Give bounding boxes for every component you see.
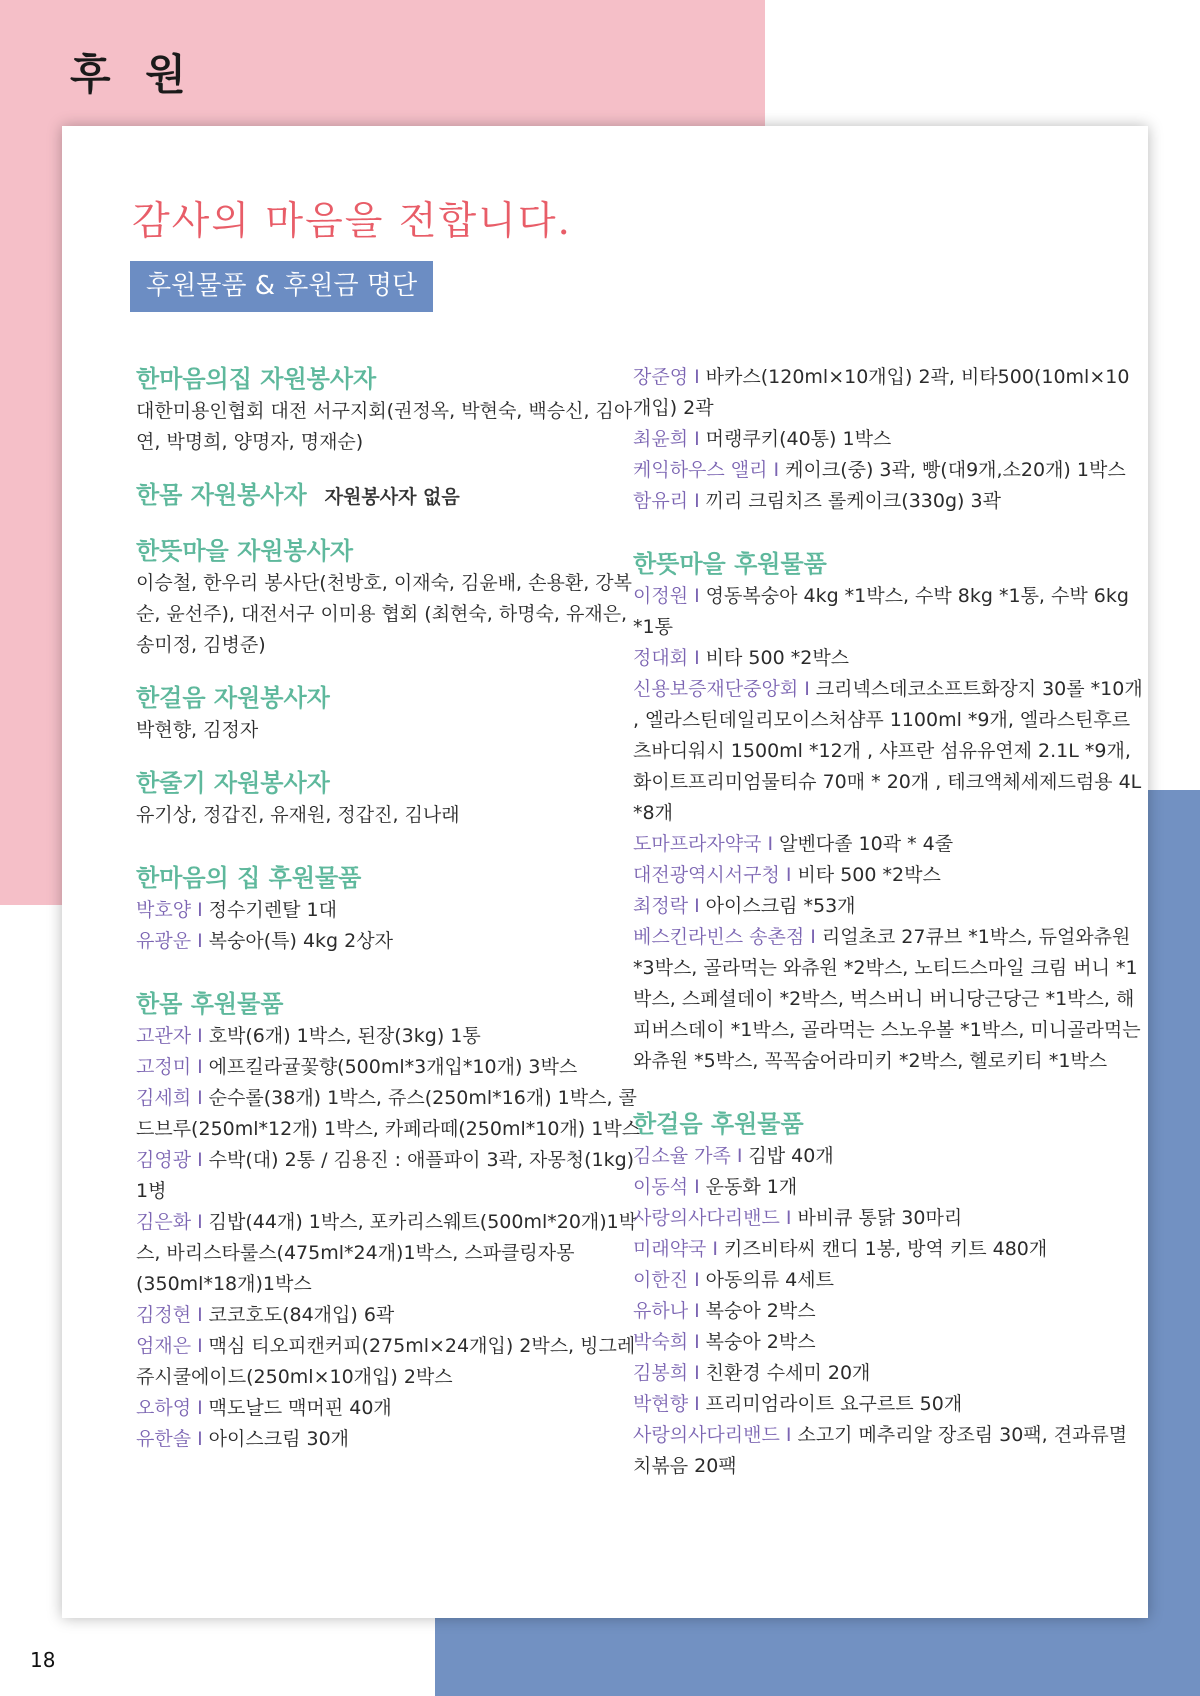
donation-entry [633, 829, 1143, 860]
donation-item: 정수기렌탈 1대 [208, 899, 337, 921]
separator: I [694, 585, 700, 607]
donor-name: 장준영 [633, 366, 689, 388]
donation-item: 아이스크림 30개 [208, 1428, 350, 1450]
donation-item: 케이크(중) 3곽, 빵(대9개,소20개) 1박스 [785, 459, 1126, 481]
separator: I [197, 1149, 203, 1171]
donation-item: 복숭아(특) 4kg 2상자 [208, 930, 393, 952]
separator: I [694, 1269, 700, 1291]
donor-name: 함유리 [633, 490, 689, 512]
donor-name: 베스킨라빈스 송촌점 [633, 926, 805, 948]
separator: I [197, 1087, 203, 1109]
donation-item: 맥심 티오피캔커피(275ml×24개입) 2박스, 빙그레 쥬시쿨에이드(250ml×10개입) 2박스 [136, 1335, 636, 1388]
donation-entry [633, 1327, 1143, 1358]
separator: I [197, 1025, 203, 1047]
donation-item: 친환경 수세미 20개 [705, 1362, 871, 1384]
group-heading: 한마음의집 자원봉사자 [136, 365, 377, 393]
donor-name: 신용보증재단중앙회 [633, 678, 799, 700]
donation-item: 코코호도(84개입) 6곽 [208, 1304, 395, 1326]
donor-name: 오하영 [136, 1397, 192, 1419]
donation-item: 끼리 크림치즈 롤케이크(330g) 3곽 [705, 490, 1001, 512]
separator: I [736, 1145, 743, 1167]
donation-entry [633, 362, 1143, 424]
separator: I [197, 899, 203, 921]
separator: I [694, 1176, 700, 1198]
donation-entry [633, 455, 1143, 486]
donor-name: 박호양 [136, 899, 192, 921]
donation-item: 키즈비타씨 캔디 1봉, 방역 키트 480개 [724, 1238, 1048, 1260]
separator: I [694, 1393, 700, 1415]
group-text: 이승철, 한우리 봉사단(천방호, 이재숙, 김윤배, 손용환, 강복순, 윤선주), 대전서구 이미용 협회 (최현숙, 하명숙, 유재은, 송미정, 김병준) [136, 572, 632, 656]
group-heading: 한뜻마을 후원물품 [633, 550, 827, 578]
donation-item: 에프킬라귤꽃향(500ml*3개입*10개) 3박스 [208, 1056, 578, 1078]
donor-name: 박숙희 [633, 1331, 689, 1353]
donation-item: 맥도날드 맥머핀 40개 [208, 1397, 392, 1419]
group-text: 유기상, 정갑진, 유재원, 정갑진, 김나래 [136, 804, 460, 826]
donor-name: 유광운 [136, 930, 192, 952]
donation-item: 수박(대) 2통 / 김용진 : 애플파이 3곽, 자몽청(1kg) 1병 [136, 1149, 635, 1202]
donation-entry [136, 1300, 646, 1331]
separator: I [197, 1056, 203, 1078]
donor-name: 엄재은 [136, 1335, 192, 1357]
group-heading: 한몸 후원물품 [136, 990, 284, 1018]
group-heading: 한걸음 후원물품 [633, 1110, 804, 1138]
donation-entry [633, 1296, 1143, 1327]
donation-entry [633, 1265, 1143, 1296]
donor-name: 이한진 [633, 1269, 689, 1291]
separator: I [197, 1335, 203, 1357]
separator: I [694, 490, 700, 512]
donor-name: 김소율 가족 [633, 1145, 731, 1167]
donor-name: 김봉희 [633, 1362, 689, 1384]
separator: I [694, 428, 700, 450]
donation-entry [136, 895, 646, 926]
donor-name: 미래약국 [633, 1238, 707, 1260]
page-number: 18 [30, 1648, 56, 1672]
group-heading: 한걸음 자원봉사자 [136, 684, 330, 712]
donation-item: 리얼초코 27큐브 *1박스, 듀얼와츄원 *3박스, 골라먹는 와츄원 *2박스, 노티드스마일 크림 버니 *1박스, 스페셜데이 *2박스, 벅스버니 버니당근당근 *1박스, 해피버스데이 *1박스, 골라먹는 스노우볼 *1박스, 미니골라먹는 와츄원 *5박스, 꼭꼭숨어라미키 *2박스, 헬로키티 *1박스 [633, 926, 1141, 1072]
donation-item: 비타 500 *2박스 [797, 864, 941, 886]
donor-name: 이정원 [633, 585, 689, 607]
separator: I [785, 1424, 792, 1446]
donation-item: 크리넥스데코소프트화장지 30롤 *10개 , 엘라스틴데일리모이스처샴푸 1100ml *9개, 엘라스틴후르츠바디워시 1500ml *12개 , 샤프란 섬유유연제 2.1L *9개, 화이트프리미엄물티슈 70매 * 20개 , 테크액체세제드럼용 4L *8개 [633, 678, 1143, 824]
separator: I [694, 895, 700, 917]
donation-entry [136, 1393, 646, 1424]
donation-entry [633, 674, 1143, 829]
group-text: 대한미용인협회 대전 서구지회(권정옥, 박현숙, 백승신, 김아연, 박명희, 양명자, 명재순) [136, 400, 633, 453]
donation-entry [633, 643, 1143, 674]
separator: I [197, 1304, 203, 1326]
donation-item: 알벤다졸 10곽 * 4줄 [779, 833, 954, 855]
separator: I [694, 1331, 700, 1353]
page-title: 감사의 마음을 전합니다. [132, 199, 572, 244]
donation-entry [136, 1083, 646, 1145]
donation-item: 운동화 1개 [705, 1176, 798, 1198]
donor-name: 유한솔 [136, 1428, 192, 1450]
group-heading-text: 한몸 자원봉사자 [136, 481, 307, 509]
donation-item: 바비큐 통닭 30마리 [797, 1207, 963, 1229]
donation-entry [633, 1234, 1143, 1265]
separator: I [785, 864, 792, 886]
donor-name: 대전광역시서구청 [633, 864, 780, 886]
donation-entry [633, 424, 1143, 455]
separator: I [773, 459, 780, 481]
donation-entry [136, 926, 646, 957]
separator: I [694, 647, 700, 669]
donor-name: 고정미 [136, 1056, 192, 1078]
donation-entry [633, 1141, 1143, 1172]
donation-item: 바카스(120ml×10개입) 2곽, 비타500(10ml×10개입) 2곽 [633, 366, 1130, 419]
group-text: 박현향, 김정자 [136, 719, 259, 741]
donation-item: 머랭쿠키(40통) 1박스 [705, 428, 892, 450]
donation-entry [633, 1203, 1143, 1234]
donation-entry [633, 1389, 1143, 1420]
separator: I [810, 926, 816, 948]
group-note: 자원봉사자 없음 [324, 486, 460, 508]
donation-item: 복숭아 2박스 [705, 1300, 816, 1322]
donation-entry [633, 581, 1143, 643]
donation-item: 김밥(44개) 1박스, 포카리스웨트(500ml*20개)1박스, 바리스타룰스(475ml*24개)1박스, 스파클링자몽(350ml*18개)1박스 [136, 1211, 638, 1295]
donation-entry [633, 891, 1143, 922]
donation-item: 프리미엄라이트 요구르트 50개 [705, 1393, 963, 1415]
donor-name: 김정현 [136, 1304, 192, 1326]
donor-name: 박현향 [633, 1393, 689, 1415]
donation-entry [136, 1424, 646, 1455]
separator: I [694, 1300, 700, 1322]
donor-name: 최정락 [633, 895, 689, 917]
donor-name: 최윤희 [633, 428, 689, 450]
donation-item: 순수롤(38개) 1박스, 쥬스(250ml*16개) 1박스, 콜드브루(250ml*12개) 1박스, 카페라떼(250ml*10개) 1박스 [136, 1087, 641, 1140]
donation-entry [633, 1358, 1143, 1389]
donor-name: 김영광 [136, 1149, 192, 1171]
separator: I [712, 1238, 719, 1260]
separator: I [197, 930, 203, 952]
donation-item: 아이스크림 *53개 [705, 895, 856, 917]
donation-item: 소고기 메추리알 장조림 30팩, 견과류멸치볶음 20팩 [633, 1424, 1128, 1477]
group-heading: 한마음의 집 후원물품 [136, 864, 362, 892]
donor-name: 김세희 [136, 1087, 192, 1109]
donor-name: 도마프라자약국 [633, 833, 762, 855]
separator: I [804, 678, 810, 700]
donation-item: 영동복숭아 4kg *1박스, 수박 8kg *1통, 수박 6kg *1통 [633, 585, 1129, 638]
donation-entry [633, 1420, 1143, 1482]
donor-name: 김은화 [136, 1211, 192, 1233]
donation-entry [136, 1207, 646, 1300]
donation-entry [136, 1021, 646, 1052]
separator: I [785, 1207, 792, 1229]
donor-name: 이동석 [633, 1176, 689, 1198]
subtitle-banner: 후원물품 & 후원금 명단 [130, 261, 433, 312]
separator: I [694, 366, 700, 388]
donor-name: 유하나 [633, 1300, 689, 1322]
group-heading: 한줄기 자원봉사자 [136, 769, 330, 797]
left-column [136, 362, 646, 1455]
donation-item: 복숭아 2박스 [705, 1331, 816, 1353]
donor-name: 케익하우스 앨리 [633, 459, 768, 481]
donor-name: 사랑의사다리밴드 [633, 1424, 780, 1446]
donation-item: 비타 500 *2박스 [705, 647, 850, 669]
donation-entry [136, 1052, 646, 1083]
separator: I [694, 1362, 700, 1384]
donation-entry [633, 860, 1143, 891]
separator: I [767, 833, 774, 855]
donation-item: 아동의류 4세트 [705, 1269, 834, 1291]
donation-entry [633, 486, 1143, 517]
group-heading: 한뜻마을 자원봉사자 [136, 537, 354, 565]
donation-entry [136, 1331, 646, 1393]
right-column [633, 362, 1143, 1482]
separator: I [197, 1211, 203, 1233]
group-heading [136, 478, 646, 514]
donor-name: 사랑의사다리밴드 [633, 1207, 780, 1229]
content-card [62, 126, 1148, 1618]
donor-name: 고관자 [136, 1025, 192, 1047]
donation-entry [633, 922, 1143, 1077]
section-label: 후 원 [70, 50, 196, 99]
separator: I [197, 1428, 203, 1450]
separator: I [197, 1397, 203, 1419]
donor-name: 정대회 [633, 647, 689, 669]
donation-item: 김밥 40개 [748, 1145, 834, 1167]
donation-item: 호박(6개) 1박스, 된장(3kg) 1통 [208, 1025, 481, 1047]
donation-entry [633, 1172, 1143, 1203]
donation-entry [136, 1145, 646, 1207]
